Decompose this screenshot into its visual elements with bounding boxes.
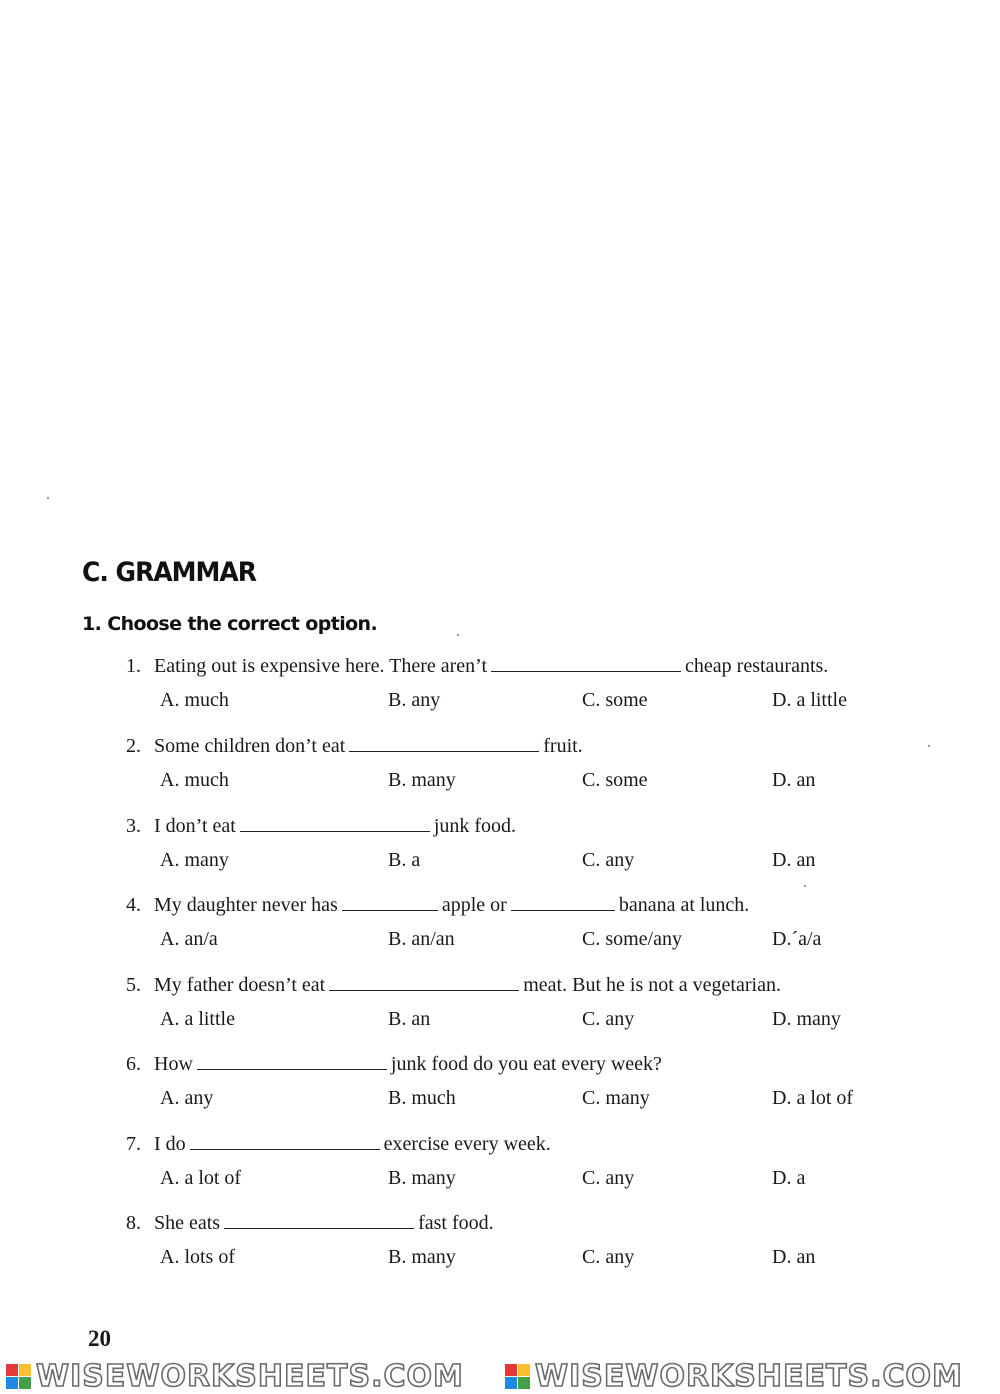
question-7 <box>126 1131 986 1201</box>
question-1 <box>126 653 986 723</box>
question-3 <box>126 813 986 883</box>
question-stem <box>126 733 583 758</box>
option-d[interactable]: D. a lot of <box>772 1087 854 1109</box>
option-a[interactable]: A. much <box>160 689 229 711</box>
option-a[interactable]: A. many <box>160 849 229 871</box>
answer-blank[interactable] <box>491 653 681 672</box>
question-number: 6. <box>126 1053 141 1075</box>
watermark-text: WISEWORKSHEETS.COM <box>36 1359 464 1394</box>
stem-text: Eating out is expensive here. There aren’t <box>154 655 488 677</box>
option-a[interactable]: A. much <box>160 769 229 791</box>
section-title: C. GRAMMAR <box>82 556 257 588</box>
option-c[interactable]: C. some/any <box>582 928 682 950</box>
option-b[interactable]: B. an/an <box>388 928 455 950</box>
answer-blank[interactable] <box>329 972 519 991</box>
watermark-footer <box>0 1360 1000 1394</box>
option-a[interactable]: A. a little <box>160 1008 235 1030</box>
stem-text-after: exercise every week. <box>383 1133 551 1155</box>
option-b[interactable]: B. much <box>388 1087 456 1109</box>
option-b[interactable]: B. any <box>388 689 441 711</box>
question-6 <box>126 1051 986 1121</box>
stem-text-after: banana at lunch. <box>618 894 750 916</box>
stem-text: How <box>154 1053 193 1075</box>
question-stem <box>126 1051 662 1076</box>
question-5 <box>126 972 986 1042</box>
option-d[interactable]: D. a <box>772 1167 806 1189</box>
question-stem <box>126 1131 551 1156</box>
stem-text-after: meat. But he is not a vegetarian. <box>523 974 781 996</box>
option-b[interactable]: B. many <box>388 1246 456 1268</box>
option-c[interactable]: C. some <box>582 689 648 711</box>
answer-blank-1[interactable] <box>342 892 438 911</box>
option-d[interactable]: D.´a/a <box>772 928 822 950</box>
stem-text-after: fast food. <box>418 1212 494 1234</box>
option-a[interactable]: A. any <box>160 1087 214 1109</box>
answer-blank[interactable] <box>349 733 539 752</box>
question-number: 5. <box>126 974 141 996</box>
exercise-title: 1. Choose the correct option. <box>82 613 378 635</box>
stem-text-middle: apple or <box>441 894 507 916</box>
question-stem <box>126 972 781 997</box>
stem-text-after: fruit. <box>543 735 583 757</box>
option-c[interactable]: C. some <box>582 769 648 791</box>
answer-blank-2[interactable] <box>511 892 615 911</box>
stem-text: My father doesn’t eat <box>154 974 326 996</box>
stem-text-after: junk food do you eat every week? <box>390 1053 662 1075</box>
stem-text: Some children don’t eat <box>154 735 346 757</box>
stem-text: She eats <box>154 1212 221 1234</box>
scan-speck <box>928 745 930 747</box>
question-number: 7. <box>126 1133 141 1155</box>
option-b[interactable]: B. an <box>388 1008 431 1030</box>
stem-text: I don’t eat <box>154 815 236 837</box>
option-a[interactable]: A. lots of <box>160 1246 235 1268</box>
answer-blank[interactable] <box>190 1131 380 1150</box>
question-number: 8. <box>126 1212 141 1234</box>
question-number: 2. <box>126 735 141 757</box>
answer-blank[interactable] <box>240 813 430 832</box>
option-c[interactable]: C. any <box>582 1246 635 1268</box>
scan-speck <box>47 497 49 499</box>
option-c[interactable]: C. many <box>582 1087 650 1109</box>
stem-text-after: cheap restaurants. <box>685 655 829 677</box>
question-stem <box>126 1210 494 1235</box>
answer-blank[interactable] <box>224 1210 414 1229</box>
option-d[interactable]: D. many <box>772 1008 841 1030</box>
option-c[interactable]: C. any <box>582 1008 635 1030</box>
stem-text: I do <box>154 1133 186 1155</box>
question-stem <box>126 653 828 678</box>
option-b[interactable]: B. many <box>388 1167 456 1189</box>
option-a[interactable]: A. an/a <box>160 928 218 950</box>
option-d[interactable]: D. an <box>772 1246 816 1268</box>
option-b[interactable]: B. a <box>388 849 421 871</box>
page-number: 20 <box>88 1326 111 1351</box>
option-d[interactable]: D. a little <box>772 689 847 711</box>
answer-blank[interactable] <box>197 1051 387 1070</box>
option-c[interactable]: C. any <box>582 1167 635 1189</box>
question-number: 4. <box>126 894 141 916</box>
watermark-text: WISEWORKSHEETS.COM <box>535 1359 963 1394</box>
question-8 <box>126 1210 986 1280</box>
question-number: 1. <box>126 655 141 677</box>
question-number: 3. <box>126 815 141 837</box>
stem-text: My daughter never has <box>154 894 338 916</box>
stem-text-after: junk food. <box>433 815 517 837</box>
option-d[interactable]: D. an <box>772 849 816 871</box>
scan-speck <box>804 885 806 887</box>
question-stem <box>126 892 749 917</box>
scan-speck <box>457 634 459 636</box>
wise-logo-icon <box>6 1364 32 1390</box>
question-4 <box>126 892 986 962</box>
wise-logo-icon <box>505 1364 531 1390</box>
option-a[interactable]: A. a lot of <box>160 1167 242 1189</box>
option-c[interactable]: C. any <box>582 849 635 871</box>
option-b[interactable]: B. many <box>388 769 456 791</box>
question-2 <box>126 733 986 803</box>
watermark-right <box>505 1360 963 1394</box>
watermark-left <box>6 1360 464 1394</box>
question-stem <box>126 813 516 838</box>
option-d[interactable]: D. an <box>772 769 816 791</box>
